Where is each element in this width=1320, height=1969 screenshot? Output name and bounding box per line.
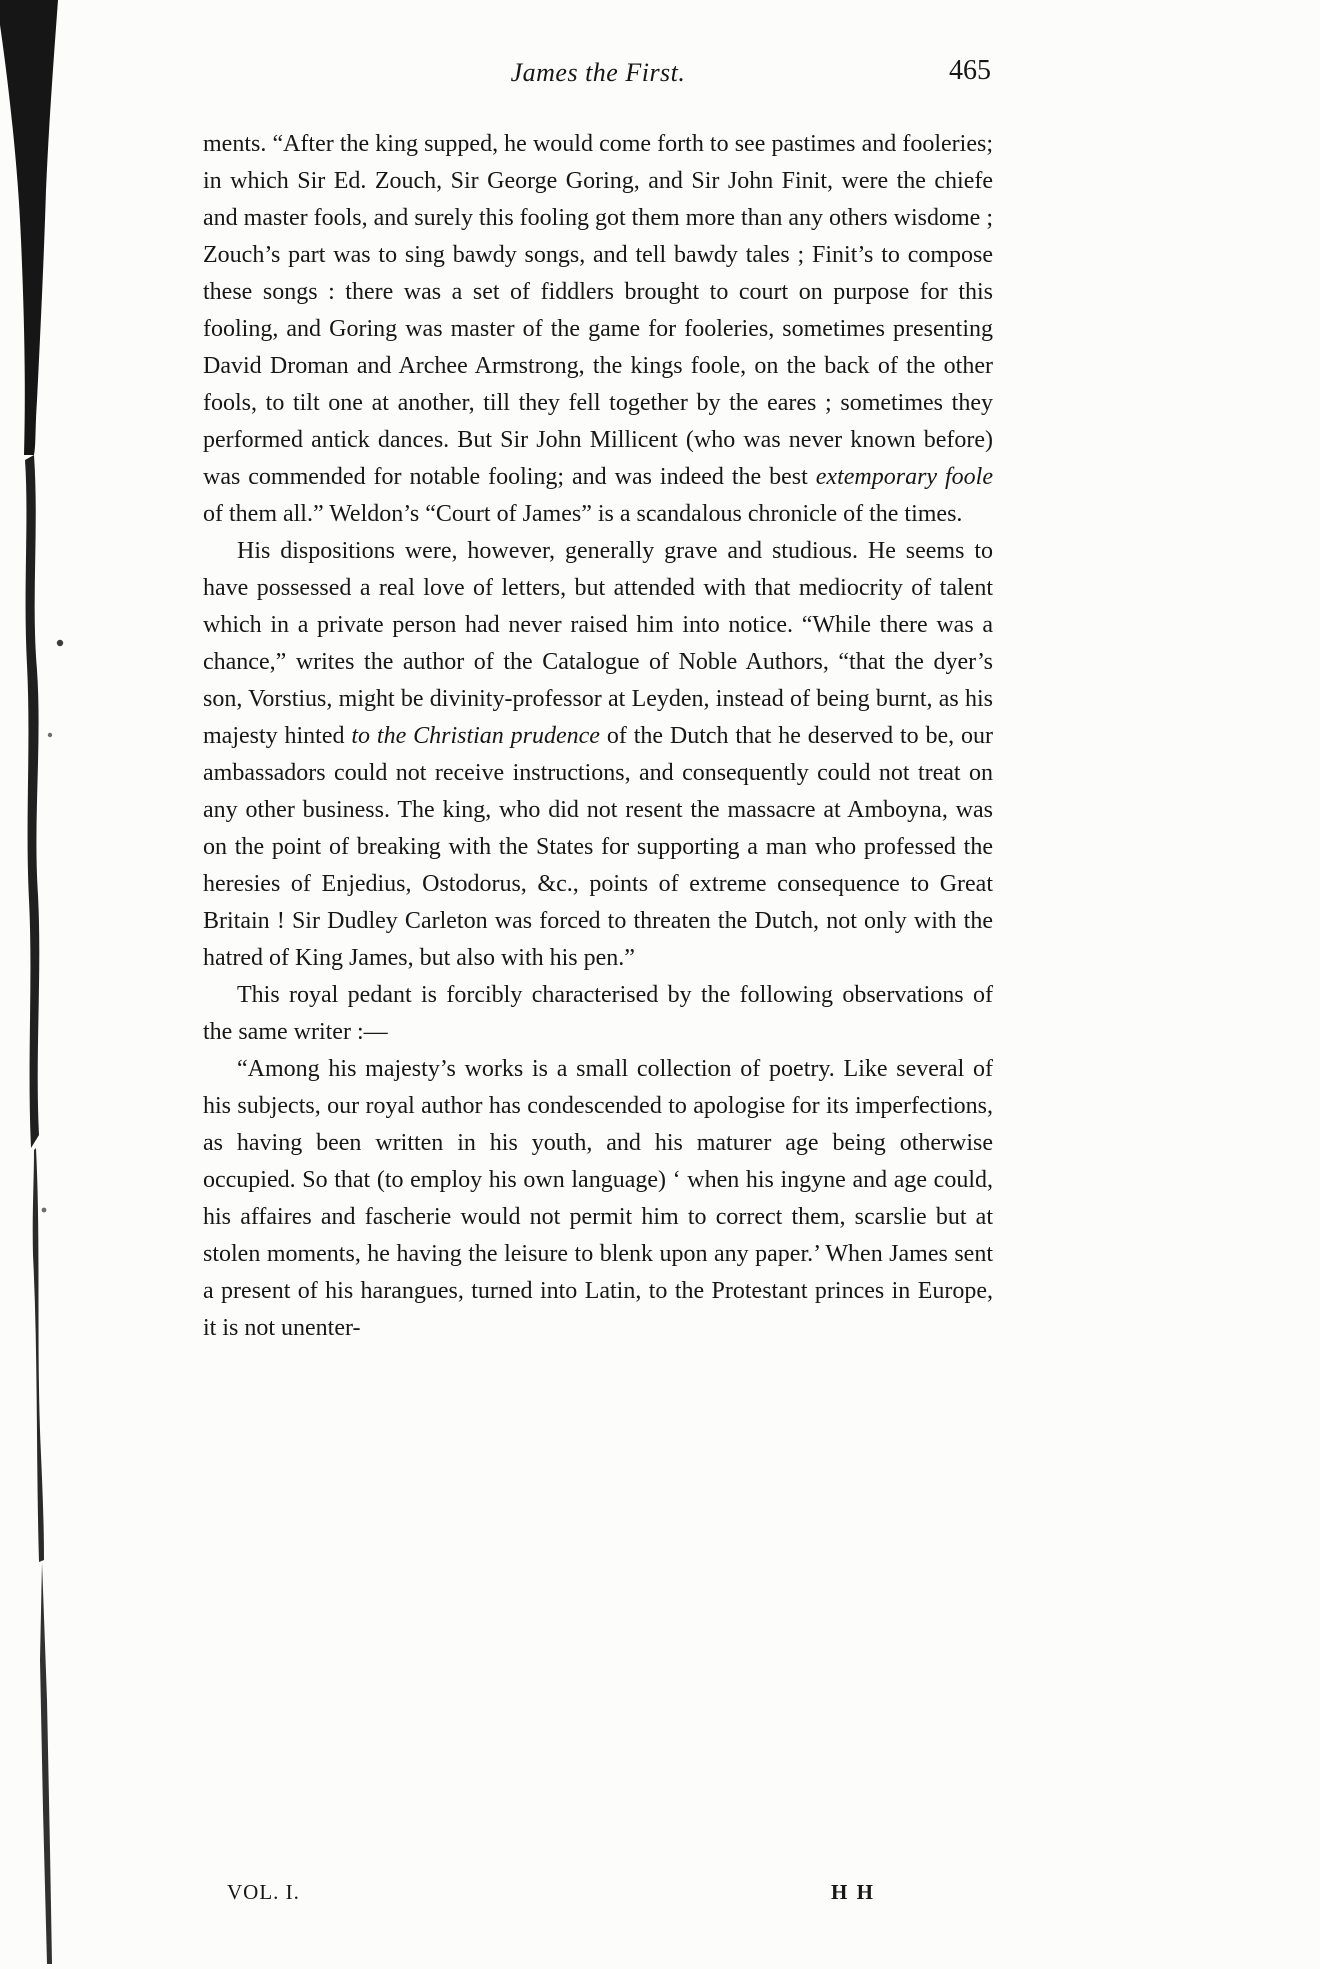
body-paragraph <box>203 977 993 1051</box>
scan-binding-artifact <box>0 0 90 1964</box>
italic-text-run: extemporary foole <box>815 464 994 490</box>
italic-text-run: to the Christian prudence <box>351 723 600 749</box>
page-header <box>203 55 993 100</box>
signature-mark: H H <box>831 1880 875 1904</box>
body-paragraph <box>203 1051 993 1347</box>
text-run: of the Dutch that he deserved to be, our ambassadors could not receive instructions, and consequently could not treat on any other business. The king, who did not resent the massacre at Amboyna, was on the point of breaking with the States for supporting a man who professed the heresies of Enjedius, Ostodorus, &c., points of extreme consequence to Great Britain ! Sir Dudley Carleton was forced to threaten the Dutch, not only with the hatred of King James, but also with his pen.” <box>203 723 993 971</box>
binding-shadow-graphic <box>0 0 90 1964</box>
text-run: ments. “After the king supped, he would come forth to see pastimes and fooleries; in which Sir Ed. Zouch, Sir George Goring, and Sir John Finit, were the chiefe and master fools, and surely this fooling got them more than any others wisdome ; Zouch’s part was to sing bawdy songs, and tell bawdy tales ; Finit’s to compose these songs : there was a set of fiddlers brought to court on purpose for this fooling, and Goring was master of the game for fooleries, sometimes presenting David Droman and Archee Armstrong, the kings foole, on the back of the other fools, to tilt one at another, till they fell together by the eares ; sometimes they performed antick dances. But Sir John Millicent (who was never known before) was commended for notable fooling; and was indeed the best <box>203 131 993 490</box>
text-run: His dispositions were, however, generally grave and studious. He seems to have possessed a real love of letters, but attended with that mediocrity of talent which in a private person had never raised him into notice. “While there was a chance,” writes the author of the Catalogue of Noble Authors, “that the dyer’s son, Vorstius, might be divinity-professor at Leyden, instead of being burnt, as his majesty hinted <box>203 538 993 749</box>
volume-label: VOL. I. <box>227 1880 300 1904</box>
running-head-title: James the First. <box>510 58 686 87</box>
text-run: This royal pedant is forcibly characterised by the following observations of the same writer :— <box>203 982 993 1045</box>
page-footer <box>203 1880 993 1910</box>
text-run: of them all.” Weldon’s “Court of James” is a scandalous chronicle of the times. <box>203 501 963 527</box>
page-number: 465 <box>949 55 991 86</box>
text-run: “Among his majesty’s works is a small collection of poetry. Like several of his subjects, our royal author has condescended to apologise for its imperfections, as having been written in his youth, and his maturer age being otherwise occupied. So that (to employ his own language) ‘ when his ingyne and age could, his affaires and fascherie would not permit him to correct them, scarslie but at stolen moments, he having the leisure to blenk upon any paper.’ When James sent a present of his harangues, turned into Latin, to the Protestant princes in Europe, it is not unenter- <box>203 1056 993 1341</box>
body-text <box>203 126 993 1347</box>
body-paragraph <box>203 533 993 977</box>
body-paragraph <box>203 126 993 533</box>
page <box>203 55 994 1958</box>
